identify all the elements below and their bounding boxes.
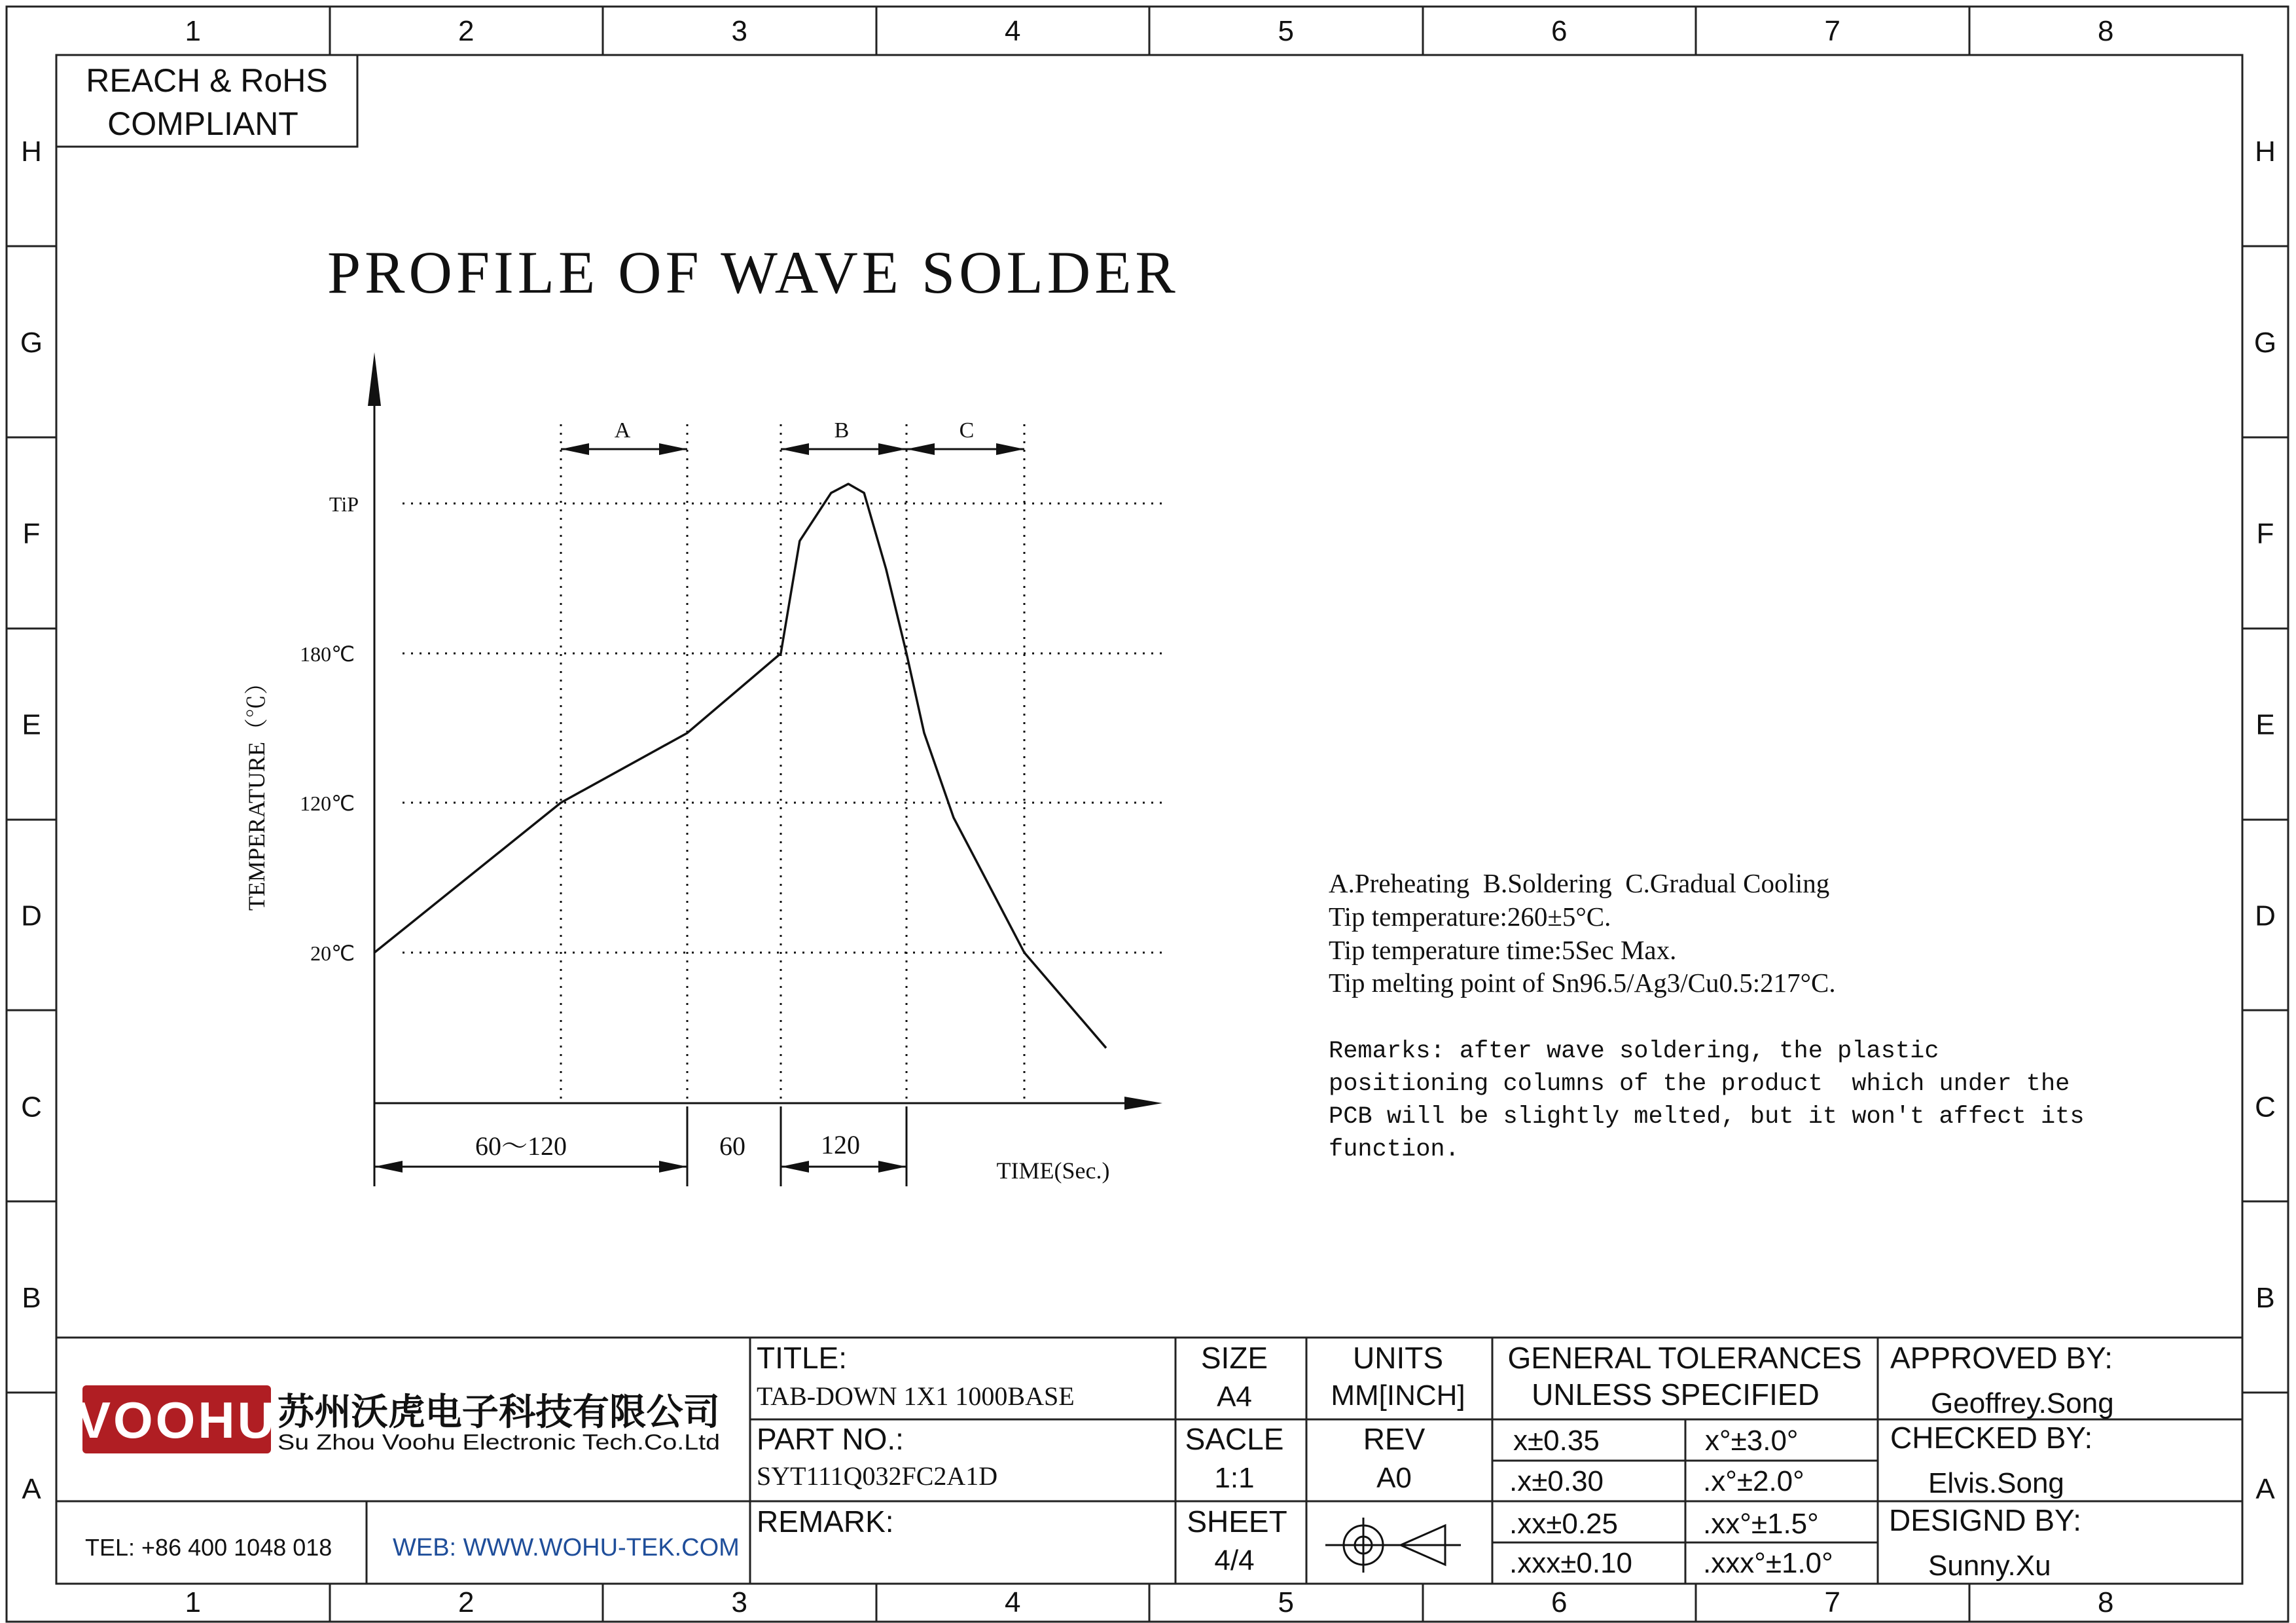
remarks-line-1: Remarks: after wave soldering, the plastic: [1329, 1038, 1939, 1065]
row-label: B: [2255, 1282, 2275, 1315]
column-label: 7: [1824, 15, 1840, 47]
interval-label-1: 60～120: [475, 1131, 567, 1161]
rev-label: REV: [1363, 1422, 1426, 1456]
x-axis-arrow: [1124, 1097, 1162, 1110]
compliance-line2: COMPLIANT: [107, 105, 298, 142]
column-label: 4: [1005, 15, 1021, 47]
company-name-cn: 苏州沃虎电子科技有限公司: [278, 1391, 720, 1432]
tolerance-label-2: UNLESS SPECIFIED: [1532, 1377, 1820, 1412]
rev-value: A0: [1376, 1462, 1412, 1494]
column-label: 5: [1278, 15, 1294, 47]
row-label: C: [21, 1091, 42, 1123]
row-label: H: [2255, 135, 2276, 168]
part-label: PART NO.:: [757, 1422, 904, 1456]
sheet-label: SHEET: [1187, 1504, 1287, 1539]
y-axis-arrow: [368, 352, 381, 406]
size-label: SIZE: [1200, 1341, 1268, 1375]
compliance-line1: REACH & RoHS: [86, 62, 328, 99]
column-label: 6: [1551, 1586, 1568, 1618]
scale-value: 1:1: [1214, 1462, 1255, 1494]
remarks-line-3: PCB will be slightly melted, but it won't affect its: [1329, 1103, 2085, 1131]
tolerance-linear-0: x±0.35: [1513, 1425, 1600, 1457]
tolerance-linear-1: .x±0.30: [1509, 1465, 1604, 1497]
solder-profile-chart: [243, 352, 1164, 1186]
row-label: C: [2255, 1091, 2276, 1123]
row-label: D: [2255, 900, 2276, 932]
row-label: E: [22, 708, 41, 741]
company-name-en: Su Zhou Voohu Electronic Tech.Co.Ltd: [278, 1430, 720, 1454]
checked-value: Elvis.Song: [1928, 1467, 2064, 1499]
tolerance-angular-3: .xxx°±1.0°: [1703, 1547, 1833, 1579]
company-web: WEB: WWW.WOHU-TEK.COM: [393, 1534, 740, 1561]
logo-text: VOOHU: [76, 1391, 278, 1449]
column-label: 1: [185, 1586, 201, 1618]
row-label: D: [21, 900, 42, 932]
zone-c-label: C: [959, 418, 975, 443]
zone-b-dimension: [781, 443, 906, 455]
compliance-box: [56, 55, 357, 147]
column-label: 7: [1824, 1586, 1840, 1618]
row-label: G: [20, 326, 43, 359]
projection-symbol-icon: [1325, 1518, 1461, 1573]
remarks-line-2: positioning columns of the product which under the: [1329, 1070, 2070, 1098]
y-tick-180: 180℃: [300, 642, 355, 666]
row-label: E: [2255, 708, 2275, 741]
note-melting: Tip melting point of Sn96.5/Ag3/Cu0.5:217°C.: [1329, 968, 1836, 998]
designed-label: DESIGND BY:: [1889, 1503, 2081, 1537]
tolerance-linear-3: .xxx±0.10: [1509, 1547, 1633, 1579]
interval-label-3: 120: [821, 1130, 860, 1159]
size-value: A4: [1217, 1381, 1252, 1413]
zone-a-dimension: [561, 443, 687, 455]
interval-label-2: 60: [719, 1131, 745, 1161]
column-label: 6: [1551, 15, 1568, 47]
note-tip-time: Tip temperature time:5Sec Max.: [1329, 935, 1677, 965]
approved-label: APPROVED BY:: [1890, 1341, 2113, 1375]
zone-a-label: A: [614, 418, 631, 443]
tolerance-angular-1: .x°±2.0°: [1703, 1465, 1804, 1497]
units-value: MM[INCH]: [1331, 1379, 1465, 1412]
company-tel: TEL: +86 400 1048 018: [85, 1534, 332, 1561]
tolerance-angular-0: x°±3.0°: [1705, 1425, 1799, 1457]
units-label: UNITS: [1353, 1341, 1443, 1375]
part-value: SYT111Q032FC2A1D: [757, 1461, 998, 1491]
y-axis-label: TEMPERATURE（℃）: [243, 670, 270, 911]
row-label: A: [22, 1473, 41, 1506]
row-label: F: [2256, 517, 2274, 550]
title-value: TAB-DOWN 1X1 1000BASE: [757, 1381, 1075, 1411]
remark-label: REMARK:: [757, 1504, 894, 1539]
note-legend: A.Preheating B.Soldering C.Gradual Cooling: [1329, 868, 1830, 898]
column-label: 2: [458, 15, 475, 47]
column-label: 3: [731, 1586, 747, 1618]
title-label: TITLE:: [757, 1341, 848, 1375]
page-title: PROFILE OF WAVE SOLDER: [327, 239, 1179, 306]
column-label: 1: [185, 15, 201, 47]
row-label: H: [21, 135, 42, 168]
notes-block: [1329, 868, 2085, 1163]
x-axis-label: TIME(Sec.): [996, 1158, 1110, 1184]
company-logo: [77, 1385, 277, 1453]
approved-value: Geoffrey.Song: [1931, 1387, 2114, 1419]
remarks-line-4: function.: [1329, 1136, 1460, 1163]
column-label: 8: [2098, 15, 2114, 47]
row-label: G: [2253, 326, 2277, 359]
tolerance-label-1: GENERAL TOLERANCES: [1507, 1341, 1862, 1375]
designed-value: Sunny.Xu: [1928, 1550, 2051, 1582]
column-label: 4: [1005, 1586, 1021, 1618]
row-label: F: [22, 517, 41, 550]
checked-label: CHECKED BY:: [1890, 1421, 2093, 1455]
scale-label: SACLE: [1185, 1422, 1284, 1456]
y-tick-20: 20℃: [310, 941, 355, 965]
tolerance-angular-2: .xx°±1.5°: [1703, 1508, 1819, 1540]
y-tick-tip: TiP: [329, 492, 359, 516]
column-label: 2: [458, 1586, 475, 1618]
row-label: A: [2255, 1473, 2275, 1506]
sheet-value: 4/4: [1214, 1544, 1255, 1577]
row-label: B: [22, 1282, 41, 1315]
note-tip-temp: Tip temperature:260±5°C.: [1329, 902, 1611, 932]
tolerance-linear-2: .xx±0.25: [1509, 1508, 1619, 1540]
zone-c-dimension: [906, 443, 1024, 455]
column-label: 3: [731, 15, 747, 47]
column-label: 5: [1278, 1586, 1294, 1618]
y-tick-120: 120℃: [300, 792, 355, 815]
zone-b-label: B: [834, 418, 850, 443]
column-label: 8: [2098, 1586, 2114, 1618]
profile-curve: [374, 484, 1106, 1048]
